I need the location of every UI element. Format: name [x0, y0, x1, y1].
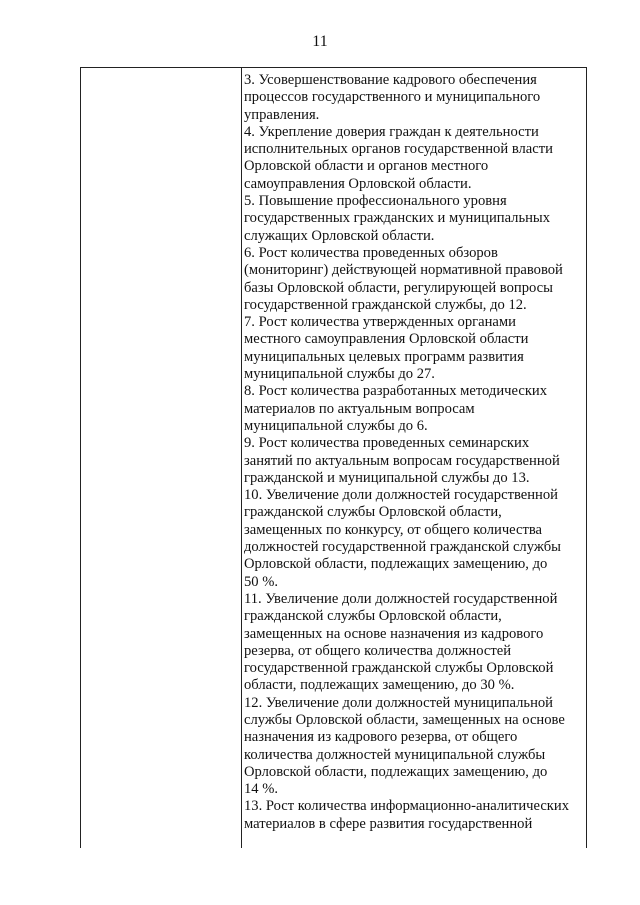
text-line: муниципальной службы до 6. — [244, 417, 428, 434]
text-line: материалов по актуальным вопросам — [244, 400, 475, 417]
table-left-cell — [81, 68, 241, 848]
text-line: 3. Усовершенствование кадрового обеспечения — [244, 72, 537, 88]
list-item — [244, 124, 584, 193]
page-number: 11 — [312, 33, 328, 50]
text-line: муниципальной службы до 27. — [244, 366, 435, 383]
text-line: должностей государственной гражданской службы — [244, 539, 561, 556]
text-line: области, подлежащих замещению, до 30 %. — [244, 677, 515, 694]
text-line: Орловской области, подлежащих замещению, до — [244, 556, 548, 573]
text-line: управления. — [244, 106, 320, 123]
text-line: 11. Увеличение доли должностей государственной — [244, 590, 558, 607]
text-line: государственной гражданской службы, до 12. — [244, 296, 527, 313]
text-line: 50 %. — [244, 573, 279, 590]
text-line: 9. Рост количества проведенных семинарских — [244, 435, 530, 452]
text-line: замещенных по конкурсу, от общего количества — [244, 521, 543, 538]
text-line: местного самоуправления Орловской области — [244, 331, 529, 348]
list-item — [244, 383, 584, 435]
list-item — [244, 487, 584, 591]
text-line: Орловской области, подлежащих замещению, до — [244, 763, 548, 780]
list-item — [244, 435, 584, 487]
text-line: гражданской службы Орловской области, — [244, 608, 502, 625]
list-item — [244, 314, 584, 383]
text-line: 6. Рост количества проведенных обзоров — [244, 244, 498, 261]
list-item — [244, 72, 584, 124]
text-line: 5. Повышение профессионального уровня — [244, 193, 507, 210]
text-line: самоуправления Орловской области. — [244, 175, 472, 192]
list-item — [244, 695, 584, 799]
text-line: Орловской области и органов местного — [244, 158, 489, 175]
text-line: назначения из кадрового резерва, от общего — [244, 729, 518, 746]
list-item — [244, 591, 584, 695]
text-line: 7. Рост количества утвержденных органами — [244, 314, 516, 331]
text-line: материалов в сфере развития государственной — [244, 815, 533, 832]
text-line: муниципальных целевых программ развития — [244, 348, 524, 365]
text-line: занятий по актуальным вопросам государственной — [244, 452, 560, 469]
text-line: 12. Увеличение доли должностей муниципальной — [244, 694, 553, 711]
text-line: 4. Укрепление доверия граждан к деятельности — [244, 123, 539, 140]
text-line: служащих Орловской области. — [244, 227, 435, 244]
text-line: базы Орловской области, регулирующей вопросы — [244, 279, 553, 296]
list-item — [244, 798, 584, 833]
text-line: 8. Рост количества разработанных методических — [244, 383, 548, 400]
text-line: резерва, от общего количества должностей — [244, 642, 512, 659]
text-line: 10. Увеличение доли должностей государственной — [244, 487, 558, 504]
text-line: 14 %. — [244, 781, 279, 798]
document-table — [80, 67, 587, 848]
text-line: гражданской службы Орловской области, — [244, 504, 502, 521]
text-line: процессов государственного и муниципального — [244, 89, 541, 106]
text-line: гражданской и муниципальной службы до 13. — [244, 469, 530, 486]
list-item — [244, 193, 584, 245]
text-line: службы Орловской области, замещенных на основе — [244, 711, 565, 728]
list-item — [244, 245, 584, 314]
column-divider — [241, 68, 242, 848]
text-line: исполнительных органов государственной власти — [244, 141, 553, 158]
text-line: (мониторинг) действующей нормативной правовой — [244, 262, 563, 279]
table-right-cell — [244, 72, 584, 833]
text-line: замещенных на основе назначения из кадрового — [244, 625, 544, 642]
text-line: государственных гражданских и муниципальных — [244, 210, 551, 227]
text-line: государственной гражданской службы Орловской — [244, 660, 554, 677]
text-line: 13. Рост количества информационно-аналитических — [244, 798, 569, 815]
text-line: количества должностей муниципальной службы — [244, 746, 546, 763]
